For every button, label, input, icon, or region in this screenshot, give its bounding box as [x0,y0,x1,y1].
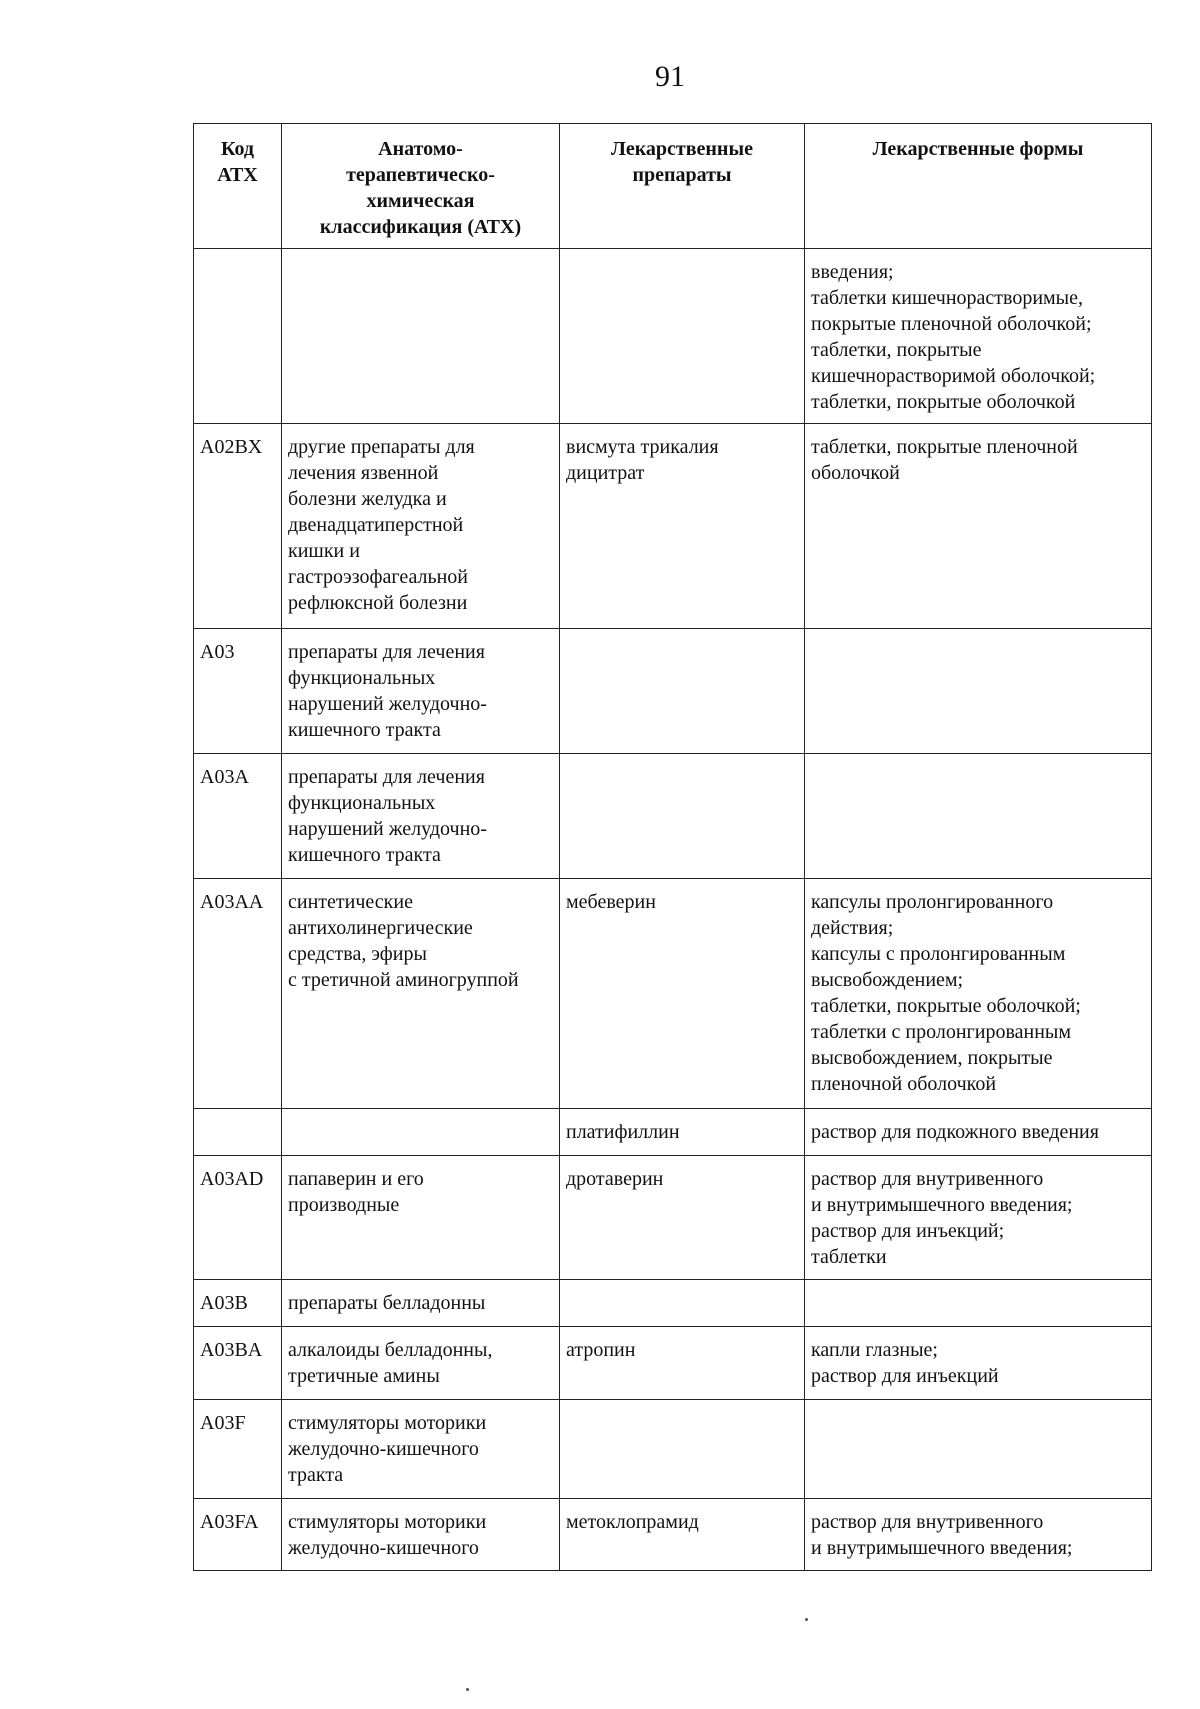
cell-drug: метоклопрамид [560,1499,805,1571]
cell-code: A03A [194,754,282,879]
cell-classification: папаверин и его производные [282,1156,560,1280]
cell-forms [805,629,1152,754]
table-row [194,1327,1152,1400]
cell-drug: мебеверин [560,879,805,1109]
cell-forms [805,1400,1152,1499]
cell-forms: раствор для подкожного введения [805,1109,1152,1156]
table-row [194,249,1152,424]
table-header-row [194,124,1152,249]
cell-forms: раствор для внутривенного и внутримышечного введения; раствор для инъекций; таблетки [805,1156,1152,1280]
cell-drug [560,754,805,879]
cell-forms: таблетки, покрытые пленочной оболочкой [805,424,1152,629]
table-row [194,879,1152,1109]
cell-code: A03FA [194,1499,282,1571]
atx-table [193,123,1152,1571]
cell-forms [805,1280,1152,1327]
cell-classification: препараты белладонны [282,1280,560,1327]
cell-forms: раствор для внутривенного и внутримышечного введения; [805,1499,1152,1571]
scan-speck [466,1688,469,1691]
cell-code: A03F [194,1400,282,1499]
cell-drug [560,1400,805,1499]
table-row [194,1400,1152,1499]
cell-drug: атропин [560,1327,805,1400]
cell-code: A03 [194,629,282,754]
cell-code [194,1109,282,1156]
cell-forms [805,754,1152,879]
cell-drug [560,1280,805,1327]
cell-code: A03BA [194,1327,282,1400]
cell-code: A03AD [194,1156,282,1280]
cell-code: A03B [194,1280,282,1327]
cell-classification: стимуляторы моторики желудочно-кишечного [282,1499,560,1571]
table-row [194,629,1152,754]
cell-code: A02BX [194,424,282,629]
table-row [194,1280,1152,1327]
cell-classification: препараты для лечения функциональных нарушений желудочно- кишечного тракта [282,629,560,754]
cell-forms: капсулы пролонгированного действия; капсулы с пролонгированным высвобождением; таблетки, покрытые оболочкой; таблетки с пролонгированным высвобождением, покрытые пленочной оболочкой [805,879,1152,1109]
cell-classification: другие препараты для лечения язвенной болезни желудка и двенадцатиперстной кишки и гастроэзофагеальной рефлюксной болезни [282,424,560,629]
cell-drug: висмута трикалия дицитрат [560,424,805,629]
cell-classification: синтетические антихолинергические средства, эфиры с третичной аминогруппой [282,879,560,1109]
cell-classification [282,1109,560,1156]
table-row [194,424,1152,629]
cell-code [194,249,282,424]
cell-drug: дротаверин [560,1156,805,1280]
cell-classification: препараты для лечения функциональных нарушений желудочно- кишечного тракта [282,754,560,879]
table-row [194,1109,1152,1156]
cell-drug: платифиллин [560,1109,805,1156]
cell-code: A03AA [194,879,282,1109]
table-row [194,754,1152,879]
page-number: 91 [655,60,685,93]
cell-classification [282,249,560,424]
cell-forms: капли глазные; раствор для инъекций [805,1327,1152,1400]
table-row [194,1156,1152,1280]
cell-drug [560,249,805,424]
cell-classification: стимуляторы моторики желудочно-кишечного тракта [282,1400,560,1499]
cell-drug [560,629,805,754]
header-drugs: Лекарственные препараты [560,124,805,249]
cell-forms: введения; таблетки кишечнорастворимые, покрытые пленочной оболочкой; таблетки, покрытые кишечнорастворимой оболочкой; таблетки, покрытые оболочкой [805,249,1152,424]
header-classification: Анатомо- терапевтическо- химическая классификация (АТХ) [282,124,560,249]
table-row [194,1499,1152,1571]
cell-classification: алкалоиды белладонны, третичные амины [282,1327,560,1400]
header-forms: Лекарственные формы [805,124,1152,249]
header-code: Код АТХ [194,124,282,249]
scan-speck [805,1618,808,1621]
